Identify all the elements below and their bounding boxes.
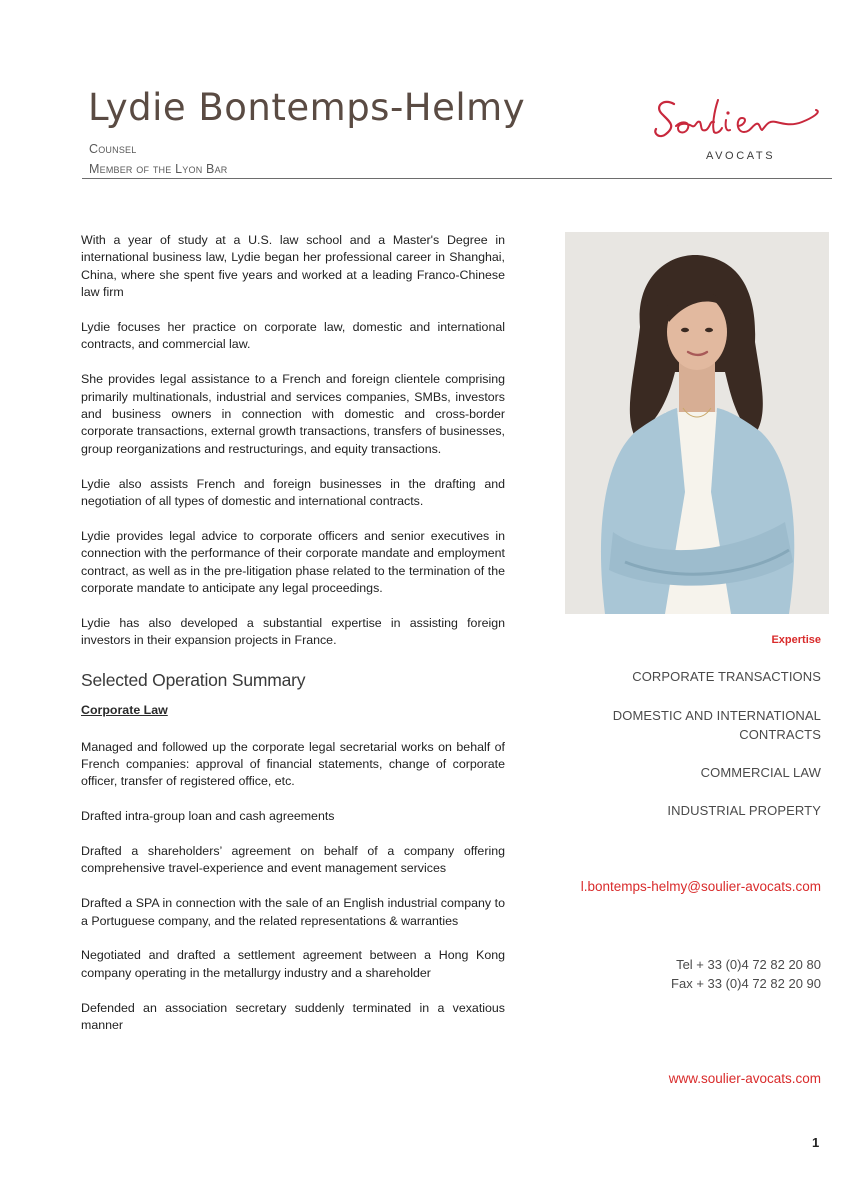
operation-item: Managed and followed up the corporate legal secretarial works on behalf of French companies: approval of financial statements, change of corporate officer, transfer of registered office, etc. — [81, 739, 505, 789]
operations-section-title: Selected Operation Summary — [81, 669, 306, 690]
bio-paragraph: Lydie focuses her practice on corporate law, domestic and international contracts, and commercial law. — [81, 320, 505, 352]
fax-number: Fax + 33 (0)4 72 82 20 90 — [671, 976, 821, 991]
portrait-photo — [565, 232, 829, 614]
expertise-item: INDUSTRIAL PROPERTY — [667, 803, 821, 818]
operation-item: Drafted intra-group loan and cash agreements — [81, 809, 335, 824]
bio-paragraph: She provides legal assistance to a French and foreign clientele comprising primarily multinationals, industrial and services companies, SMBs, investors and business owners in connection with domestic and cross-border corporate transactions, external growth transactions, transfers of businesses, group reorganizations and restructurings, and equity transactions. — [81, 372, 505, 456]
operation-item: Drafted a shareholders’ agreement on behalf of a company offering comprehensive travel-experience and event management services — [81, 844, 505, 876]
portrait-illustration — [565, 232, 829, 614]
operation-item: Defended an association secretary suddenly terminated in a vexatious manner — [81, 1000, 505, 1033]
bar-membership: Member of the Lyon Bar — [89, 162, 228, 176]
expertise-item: DOMESTIC AND INTERNATIONAL CONTRACTS — [612, 708, 821, 742]
operation-item: Drafted a SPA in connection with the sale of an English industrial company to a Portuguese company, and the related representations & warranties — [81, 896, 505, 928]
logo-subtitle: AVOCATS — [706, 150, 776, 162]
telephone-number: Tel + 33 (0)4 72 82 20 80 — [676, 957, 821, 972]
operation-item: Negotiated and drafted a settlement agreement between a Hong Kong company operating in the metallurgy industry and a shareholder — [81, 948, 505, 980]
bio-paragraph: With a year of study at a U.S. law school and a Master's Degree in international business law, Lydie began her professional career in Shanghai, China, where she spent five years and worked at a leading Franco-Chinese law firm — [81, 233, 505, 300]
page-number: 1 — [812, 1135, 820, 1150]
person-name: Lydie Bontemps-Helmy — [88, 86, 526, 129]
biography-column — [81, 232, 505, 1052]
expertise-item: COMMERCIAL LAW — [700, 765, 821, 780]
header-divider — [82, 178, 832, 179]
expertise-item: CORPORATE TRANSACTIONS — [632, 669, 821, 684]
website-link[interactable]: www.soulier-avocats.com — [668, 1071, 821, 1086]
soulier-logo — [652, 96, 824, 164]
bio-paragraph: Lydie provides legal advice to corporate officers and senior executives in connection with the performance of their corporate mandate and employment contract, as well as in the pre-litigation phase related to the termination of the corporate mandate to anticipate any legal proceedings. — [81, 528, 505, 596]
role-title: Counsel — [89, 142, 137, 156]
email-link[interactable]: l.bontemps-helmy@soulier-avocats.com — [580, 879, 821, 894]
soulier-script-wordmark — [652, 96, 824, 148]
practice-area-subtitle: Corporate Law — [81, 702, 168, 717]
expertise-heading: Expertise — [771, 634, 821, 646]
bio-paragraph: Lydie also assists French and foreign businesses in the drafting and negotiation of all types of domestic and international contracts. — [81, 476, 505, 509]
bio-paragraph: Lydie has also developed a substantial expertise in assisting foreign investors in their expansion projects in France. — [81, 615, 505, 648]
